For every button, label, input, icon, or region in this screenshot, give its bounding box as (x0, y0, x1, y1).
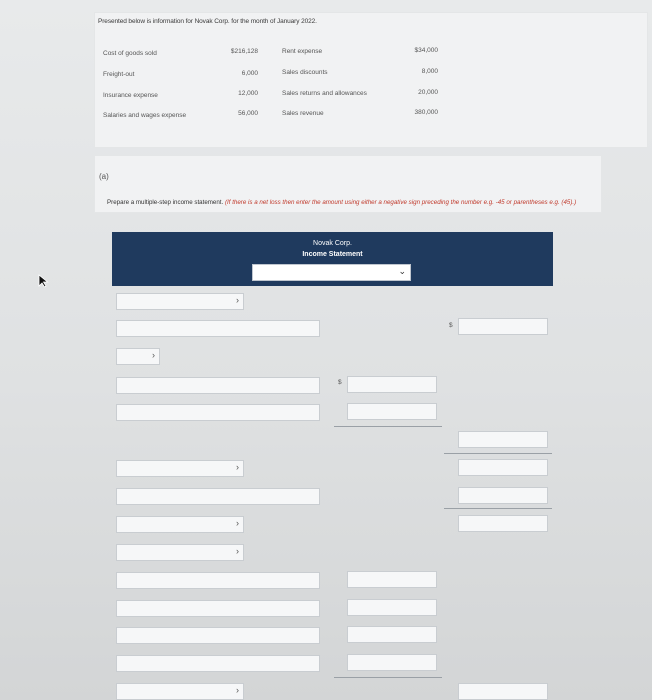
statement-header (112, 232, 553, 286)
chevron-down-icon: › (236, 295, 239, 305)
subtotal-underline (334, 677, 442, 678)
info-amount: 8,000 (421, 68, 438, 75)
account-select[interactable] (116, 293, 244, 310)
amount-field[interactable] (347, 403, 437, 420)
account-select[interactable] (116, 460, 244, 477)
account-field[interactable] (116, 572, 320, 589)
chevron-down-icon: › (236, 685, 239, 695)
info-amount: 20,000 (418, 89, 438, 96)
account-select[interactable] (116, 544, 244, 561)
info-label: Rent expense (282, 48, 323, 55)
account-field[interactable] (116, 627, 320, 644)
part-label: (a) (99, 172, 109, 181)
amount-field[interactable] (458, 683, 548, 700)
subtotal-underline (444, 508, 552, 509)
company-name: Novak Corp. (313, 240, 352, 247)
info-label: Cost of goods sold (103, 50, 157, 57)
chevron-down-icon: › (236, 546, 239, 556)
problem-intro: Presented below is information for Novak Corp. for the month of January 2022. (98, 18, 317, 25)
amount-field[interactable] (458, 487, 548, 504)
account-select[interactable] (116, 516, 244, 533)
info-label: Sales discounts (282, 69, 328, 76)
amount-field[interactable] (347, 599, 437, 616)
amount-field[interactable] (458, 515, 548, 532)
info-label: Salaries and wages expense (103, 112, 187, 119)
info-label: Freight-out (103, 71, 135, 78)
instruction-text (107, 198, 587, 208)
amount-field[interactable] (458, 318, 548, 335)
account-field[interactable] (116, 655, 320, 672)
amount-field[interactable] (347, 626, 437, 643)
amount-field[interactable] (347, 376, 437, 393)
chevron-down-icon: › (236, 518, 239, 528)
account-select[interactable] (116, 348, 160, 365)
instruction-note: (If there is a net loss then enter the amount using either a negative sign preceding the number e.g. -45 or parentheses e.g. (45).) (224, 199, 577, 206)
subtotal-underline (444, 453, 552, 454)
account-field[interactable] (116, 404, 320, 421)
dollar-sign: $ (449, 322, 453, 329)
info-amount: 12,000 (238, 90, 258, 97)
amount-field[interactable] (347, 654, 437, 671)
amount-field[interactable] (458, 431, 548, 448)
info-amount: $216,128 (230, 48, 258, 55)
amount-field[interactable] (458, 459, 548, 476)
chevron-down-icon: ⌄ (398, 266, 406, 276)
account-field[interactable] (116, 488, 320, 505)
chevron-down-icon: › (236, 462, 239, 472)
dollar-sign: $ (338, 379, 342, 386)
amount-field[interactable] (347, 571, 437, 588)
info-label: Sales returns and allowances (282, 90, 367, 97)
statement-title: Income Statement (302, 251, 363, 258)
period-select[interactable] (252, 264, 411, 281)
subtotal-underline (334, 426, 442, 427)
account-field[interactable] (116, 600, 320, 617)
info-amount: 56,000 (238, 110, 258, 117)
problem-info-panel (94, 12, 648, 148)
info-label: Insurance expense (103, 92, 158, 99)
info-amount: 380,000 (414, 109, 438, 116)
account-select[interactable] (116, 683, 244, 700)
mouse-pointer-icon (36, 274, 50, 288)
info-label: Sales revenue (282, 110, 324, 117)
info-amount: $34,000 (414, 47, 438, 54)
chevron-down-icon: › (152, 350, 155, 360)
instruction-main: Prepare a multiple-step income statement. (107, 199, 224, 206)
info-amount: 6,000 (241, 70, 258, 77)
account-field[interactable] (116, 377, 320, 394)
account-field[interactable] (116, 320, 320, 337)
